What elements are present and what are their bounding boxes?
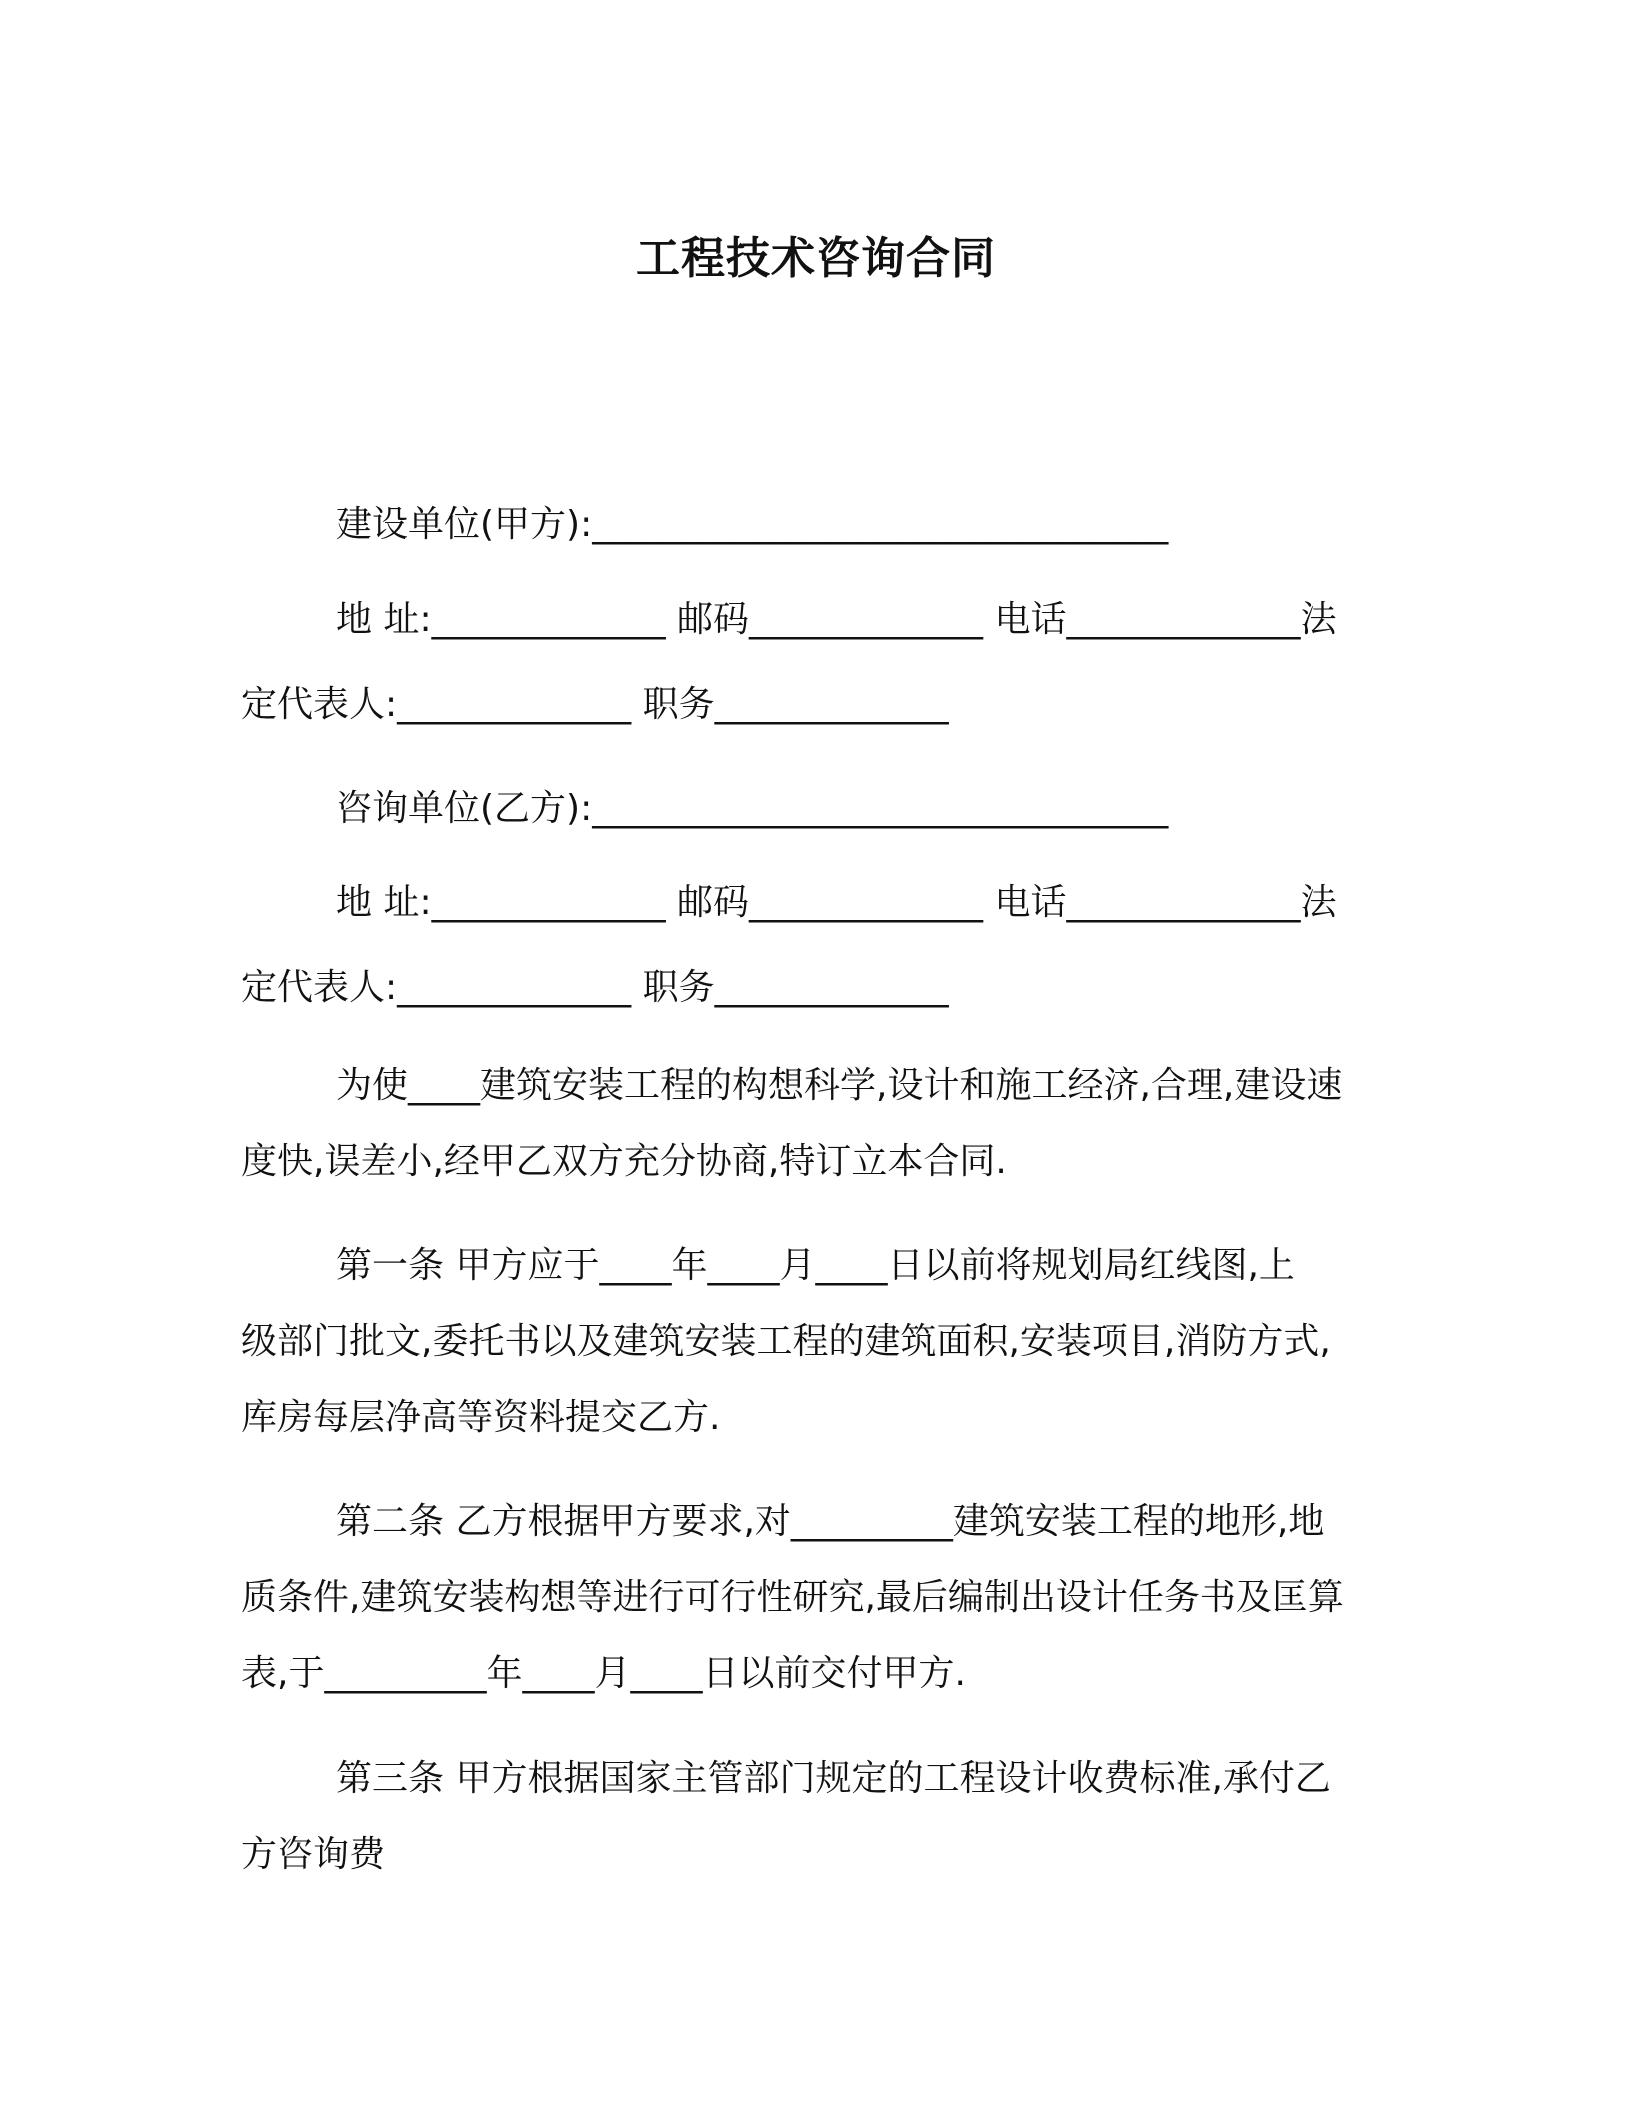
party-b-representative-line: 定代表人:_____________ 职务_____________ [241, 967, 949, 1008]
article-2-line-1: 第二条 乙方根据甲方要求,对_________建筑安装工程的地形,地 [336, 1501, 1325, 1542]
article-3-line-2: 方咨询费 [241, 1834, 386, 1875]
article-1-line-1: 第一条 甲方应于____年____月____日以前将规划局红线图,上 [336, 1245, 1295, 1286]
party-b-unit-line: 咨询单位(乙方):________________________________ [336, 788, 1169, 829]
article-3-line-1: 第三条 甲方根据国家主管部门规定的工程设计收费标准,承付乙 [336, 1758, 1331, 1799]
article-2-line-3: 表,于_________年____月____日以前交付甲方. [241, 1653, 966, 1694]
party-a-unit-line: 建设单位(甲方):________________________________ [336, 504, 1169, 545]
preamble-line-2: 度快,误差小,经甲乙双方充分协商,特订立本合同. [241, 1141, 1007, 1182]
article-2-line-2: 质条件,建筑安装构想等进行可行性研究,最后编制出设计任务书及匡算 [241, 1577, 1344, 1618]
article-1-line-3: 库房每层净高等资料提交乙方. [241, 1397, 721, 1438]
party-a-representative-line: 定代表人:_____________ 职务_____________ [241, 684, 949, 725]
article-1-line-2: 级部门批文,委托书以及建筑安装工程的建筑面积,安装项目,消防方式, [241, 1321, 1331, 1362]
party-a-address-line: 地 址:_____________ 邮码_____________ 电话_____________法 [336, 599, 1337, 640]
party-b-address-line: 地 址:_____________ 邮码_____________ 电话_____________法 [336, 882, 1337, 923]
document-title: 工程技术咨询合同 [636, 233, 996, 284]
preamble-line-1: 为使____建筑安装工程的构想科学,设计和施工经济,合理,建设速 [336, 1065, 1343, 1106]
